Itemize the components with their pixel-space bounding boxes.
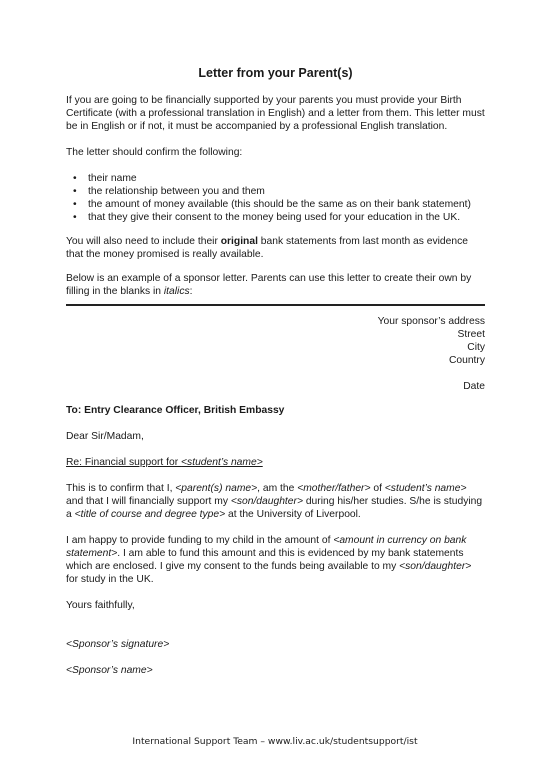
page-footer: International Support Team – www.liv.ac.uk/studentsupport/ist [132,736,418,747]
italics-word: italics [163,286,190,297]
salutation: Dear Sir/Madam, [66,431,144,442]
sponsor-address [66,315,485,393]
list-item: • the amount of money available (this should be the same as on their bank statement) [66,198,485,211]
signature-placeholder: <Sponsor’s signature> [66,639,170,650]
original-emphasis: original [220,236,258,247]
address-line: Your sponsor’s address [377,316,485,327]
confirmation-paragraph: This is to confirm that I, <parent(s) name>, am the <mother/father> of <student’s name> and that I will financially support my <son/daughter> during his/her studies. S/he is studying a <title of course and degree type> at the University of Liverpool. [66,483,483,520]
list-item: • their name [66,172,485,185]
page-title: Letter from your Parent(s) [198,66,353,80]
bank-statements-paragraph: You will also need to include their original bank statements from last month as evidence that the money promised is really available. [66,236,468,260]
address-line: Street [457,329,485,340]
address-line: City [467,342,485,353]
sponsor-name-placeholder: <Sponsor’s name> [66,665,153,676]
intro-paragraph: If you are going to be financially supported by your parents you must provide your Birth Certificate (with a professional translation in English) and a letter from them. This letter must be in English or if not, it must be accompanied by a professional English translation. [66,95,485,132]
funding-paragraph: I am happy to provide funding to my child in the amount of <amount in currency on bank statement>. I am able to fund this amount and this is evidenced by my bank statements which are enclosed. I give my consent to the funds being available to my <son/daughter> for study in the UK. [66,535,472,585]
subject-line: Re: Financial support for <student’s name> [66,457,263,468]
requirements-list [66,172,485,224]
list-item: • that they give their consent to the money being used for your education in the UK. [66,211,485,224]
document-body [66,66,485,677]
recipient-line: To: Entry Clearance Officer, British Embassy [66,405,285,416]
example-paragraph: Below is an example of a sponsor letter. Parents can use this letter to create their own by filling in the blanks in italics: [66,273,472,297]
address-line: Country [448,355,485,366]
confirm-heading: The letter should confirm the following: [66,147,243,158]
closing: Yours faithfully, [66,600,135,611]
date-line: Date [463,381,485,392]
list-item: • the relationship between you and them [66,185,485,198]
